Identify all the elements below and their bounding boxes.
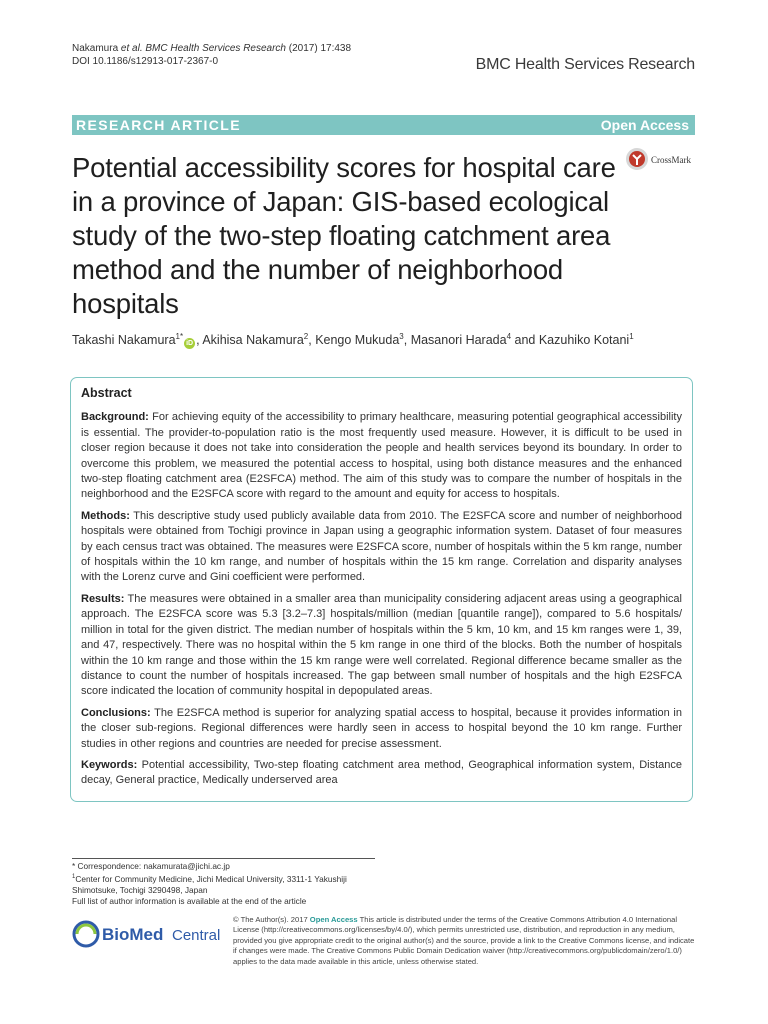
author-separator: and [511, 333, 539, 348]
citation-journal: et al. BMC Health Services Research [120, 43, 286, 54]
author-name[interactable]: Kengo Mukuda [315, 333, 400, 348]
article-type-label: RESEARCH ARTICLE [76, 117, 241, 133]
section-label: Conclusions: [81, 706, 151, 719]
section-text: The E2SFCA method is superior for analyzing spatial access to hospital, because it provides information in the closer sub-regions. Regional differences were hardly seen in access to hospital beyond the 10 km range. Further studies in other regions and countries are needed for precise assessment. [81, 706, 682, 750]
journal-name: BMC Health Services Research [475, 56, 695, 73]
open-access-link[interactable]: Open Access [309, 915, 358, 924]
abstract-background [81, 410, 682, 502]
abstract-conclusions [81, 706, 682, 752]
section-text: For achieving equity of the accessibility to primary healthcare, measuring potential geographical accessibility is essential. The provider-to-population ratio is the most frequently used measure. However, it is difficult to be used in closer region because it does not take into consideration the people and health services beyond its boundary. In order to overcome this problem, we measured the potential access to hospital, using both distance measures and the enhanced two-step floating catchment area (E2SFCA) method. The aim of this study was to compare the number of hospitals in the neighborhood and the E2SFCA score with regard to the amount and equity for access to hospitals. [81, 411, 682, 501]
author-info-note: Full list of author information is available at the end of the article [72, 895, 307, 906]
orcid-icon[interactable]: iD [186, 340, 194, 348]
license-body: This article is distributed under the terms of the Creative Commons Attribution 4.0 International License (http://creativecommons.org/licenses/by/4.0/), which permits unrestricted use, distribution, and reproduction in any medium, provided you give appropriate credit to the original author(s) and the source, provide a link to the Creative Commons license, and indicate if changes were made. The Creative Commons Public Domain Dedication waiver (http://creativecommons.org/publicdomain/zero/1.0/) applies to the data made available in this article, unless otherwise stated. [233, 915, 695, 966]
crossmark-label: CrossMark [651, 155, 691, 165]
biomed-central-icon [72, 919, 222, 949]
author-list [72, 332, 634, 349]
author-affiliation: 2 [303, 332, 309, 341]
copyright: © The Author(s). 2017 [233, 915, 310, 924]
author-affiliation: 4 [506, 332, 512, 341]
section-text: The measures were obtained in a smaller area than municipality considering adjacent areas using a geographical approach. The E2SFCA score was 5.3 [3.2–7.3] hospitals/million (median [quantile range]), compared to 5.6 hospitals/ million in total for the given district. The median number of hospitals within the 5 km, 10 km, and 15 km ranges were 1, 39, and 47, respectively. There was no hospital within the 5 km range in one third of the blocks. Both the number of hospitals within the 10 km range and those within the 15 km range were well correlated. Regional difference became smaller as the distance to count the number of hospitals increased. The gap between small number of hospitals and the high E2SFCA score indicated the location of community hospital in depopulated areas. [81, 592, 682, 698]
abstract-box [70, 377, 693, 802]
section-text: Potential accessibility, Two-step floating catchment area method, Geographical information system, Distance decay, General practice, Medically underserved area [81, 758, 682, 787]
open-access-label[interactable]: Open Access [600, 117, 689, 133]
section-label: Background: [81, 411, 149, 424]
biomed-central-logo[interactable] [72, 919, 222, 949]
author-name[interactable]: Masanori Harada [410, 333, 507, 348]
author-affiliation: 3 [399, 332, 404, 341]
author-affiliation: 1 [629, 332, 634, 341]
abstract-results [81, 592, 682, 700]
author-separator: , [196, 333, 203, 348]
article-type-banner [72, 115, 695, 135]
footnotes [72, 861, 382, 907]
license-text [233, 915, 695, 967]
abstract-keywords [81, 758, 682, 789]
affiliation-line-1: Center for Community Medicine, Jichi Medical University, 3311-1 Yakushiji [75, 873, 347, 884]
abstract-heading: Abstract [81, 386, 132, 400]
affiliation [72, 872, 382, 885]
crossmark-icon [626, 146, 696, 172]
footnote-divider [72, 858, 375, 859]
section-label: Results: [81, 592, 125, 605]
citation-author: Nakamura [72, 43, 119, 54]
affiliation-line-2: Shimotsuke, Tochigi 3290498, Japan [72, 884, 208, 895]
crossmark-badge[interactable] [626, 146, 696, 172]
section-label: Keywords: [81, 758, 138, 771]
correspondence-email[interactable]: * Correspondence: nakamurata@jichi.ac.jp [72, 861, 230, 871]
citation-header [72, 42, 351, 68]
section-text: This descriptive study used publicly available data from 2010. The E2SFCA score and number of neighborhood hospitals were obtained from Tochigi province in Japan using a geographic information system. Dataset of four measures by each census tract was obtained. The measures were E2SFCA score, number of hospitals within the 5 km range, number of hospitals within the 10 km range, and number of hospitals within the 15 km range. Correlation and disparity analyses with the Lorenz curve and Gini coefficient were performed. [81, 509, 682, 584]
author-name[interactable]: Kazuhiko Kotani [538, 333, 630, 348]
logo-bio-text: BioMed [102, 925, 164, 944]
author-separator: , [308, 333, 316, 348]
citation-volume: (2017) 17:438 [286, 43, 352, 54]
article-title: Potential accessibility scores for hospital care in a province of Japan: GIS-based ecological study of the two-step floating catchment area method and the number of neighborhood hospitals [72, 152, 616, 319]
section-label: Methods: [81, 509, 130, 522]
doi-link[interactable]: DOI 10.1186/s12913-017-2367-0 [72, 56, 219, 67]
abstract-methods [81, 509, 682, 586]
author-name[interactable]: Takashi Nakamura [72, 333, 176, 348]
author-name[interactable]: Akihisa Nakamura [202, 333, 304, 348]
logo-central-text: Central [172, 927, 221, 944]
author-affiliation: 1* [175, 332, 184, 341]
author-separator: , [403, 333, 411, 348]
affiliation-number: 1 [72, 874, 76, 880]
